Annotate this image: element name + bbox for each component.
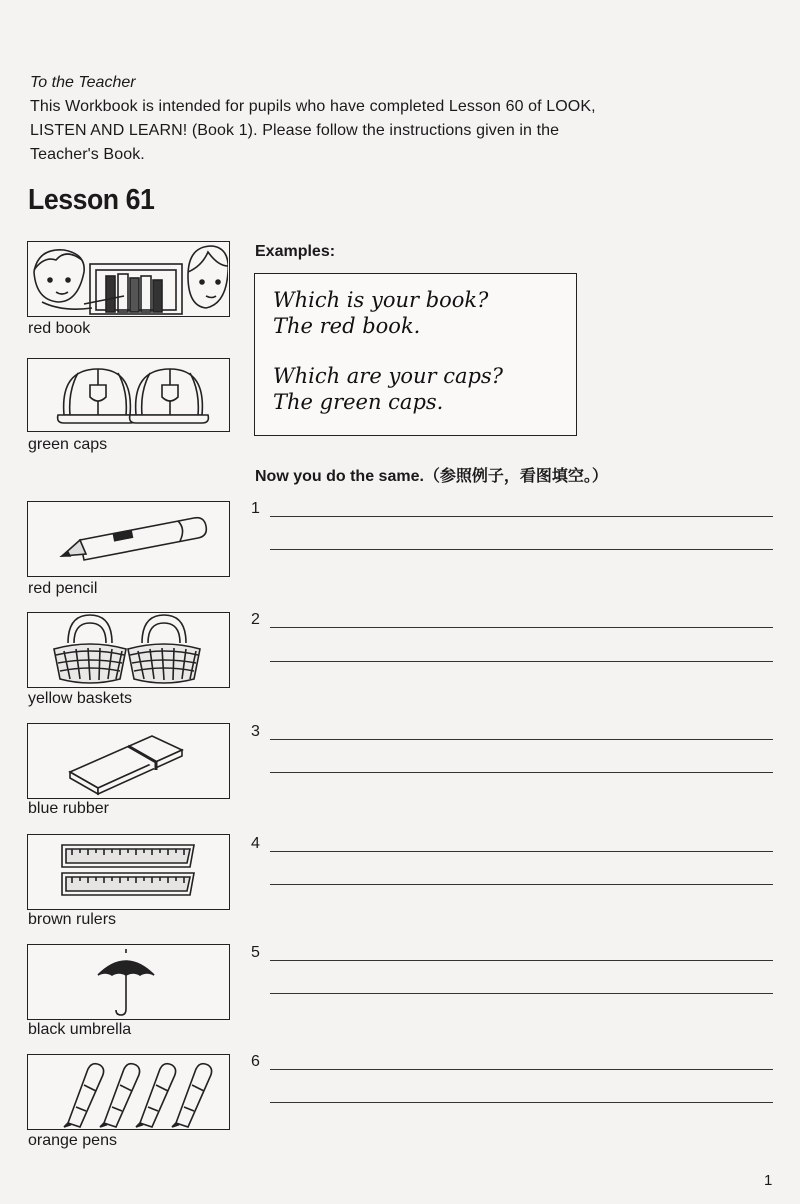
- picture-box-red-book: [27, 241, 230, 317]
- picture-label-green-caps: green caps: [28, 436, 108, 453]
- rulers-icon: [28, 835, 228, 908]
- children-bookshelf-icon: [28, 242, 228, 315]
- page-number: 1: [764, 1172, 773, 1189]
- picture-box-yellow-baskets: [27, 612, 230, 688]
- answer-line-1a[interactable]: [270, 516, 773, 517]
- answer-line-4b[interactable]: [270, 884, 773, 885]
- answer-line-6a[interactable]: [270, 1069, 773, 1070]
- teacher-note-line-3: Teacher's Book.: [30, 146, 145, 163]
- picture-label-yellow-baskets: yellow baskets: [28, 690, 133, 707]
- picture-label-black-umbrella: black umbrella: [28, 1021, 132, 1038]
- examples-label: Examples:: [255, 243, 336, 260]
- picture-label-orange-pens: orange pens: [28, 1132, 117, 1149]
- picture-label-red-book: red book: [28, 320, 91, 337]
- answer-line-3b[interactable]: [270, 772, 773, 773]
- picture-box-green-caps: [27, 358, 230, 432]
- example-answer-2: The green caps.: [273, 390, 444, 414]
- answer-line-2a[interactable]: [270, 627, 773, 628]
- answer-line-4a[interactable]: [270, 851, 773, 852]
- teacher-note-line-2: LISTEN AND LEARN! (Book 1). Please follow the instructions given in the: [30, 122, 560, 139]
- example-answer-1: The red book.: [273, 314, 421, 338]
- picture-label-red-pencil: red pencil: [28, 580, 98, 597]
- example-question-1: Which is your book?: [273, 288, 489, 312]
- example-question-2: Which are your caps?: [273, 364, 503, 388]
- answer-line-5a[interactable]: [270, 960, 773, 961]
- picture-label-blue-rubber: blue rubber: [28, 800, 109, 817]
- baskets-icon: [28, 613, 228, 686]
- picture-box-blue-rubber: [27, 723, 230, 799]
- answer-line-3a[interactable]: [270, 739, 773, 740]
- exercise-number-4: 4: [251, 835, 260, 852]
- answer-line-6b[interactable]: [270, 1102, 773, 1103]
- exercise-number-5: 5: [251, 944, 260, 961]
- picture-box-red-pencil: [27, 501, 230, 577]
- pens-icon: [28, 1055, 228, 1128]
- umbrella-icon: [28, 945, 228, 1018]
- picture-box-orange-pens: [27, 1054, 230, 1130]
- lesson-title: Lesson 61: [28, 184, 155, 216]
- exercise-number-3: 3: [251, 723, 260, 740]
- instruction-text: Now you do the same.（参照例子，看图填空。）: [255, 468, 608, 485]
- picture-label-brown-rulers: brown rulers: [28, 911, 117, 928]
- pencil-icon: [28, 502, 228, 575]
- picture-box-brown-rulers: [27, 834, 230, 910]
- exercise-number-1: 1: [251, 500, 260, 517]
- picture-box-black-umbrella: [27, 944, 230, 1020]
- caps-icon: [28, 359, 228, 430]
- rubber-icon: [28, 724, 228, 797]
- teacher-note-heading: To the Teacher: [30, 74, 136, 91]
- answer-line-2b[interactable]: [270, 661, 773, 662]
- answer-line-1b[interactable]: [270, 549, 773, 550]
- answer-line-5b[interactable]: [270, 993, 773, 994]
- exercise-number-2: 2: [251, 611, 260, 628]
- example-box: [254, 273, 577, 436]
- teacher-note-line-1: This Workbook is intended for pupils who have completed Lesson 60 of LOOK,: [30, 98, 596, 115]
- exercise-number-6: 6: [251, 1053, 260, 1070]
